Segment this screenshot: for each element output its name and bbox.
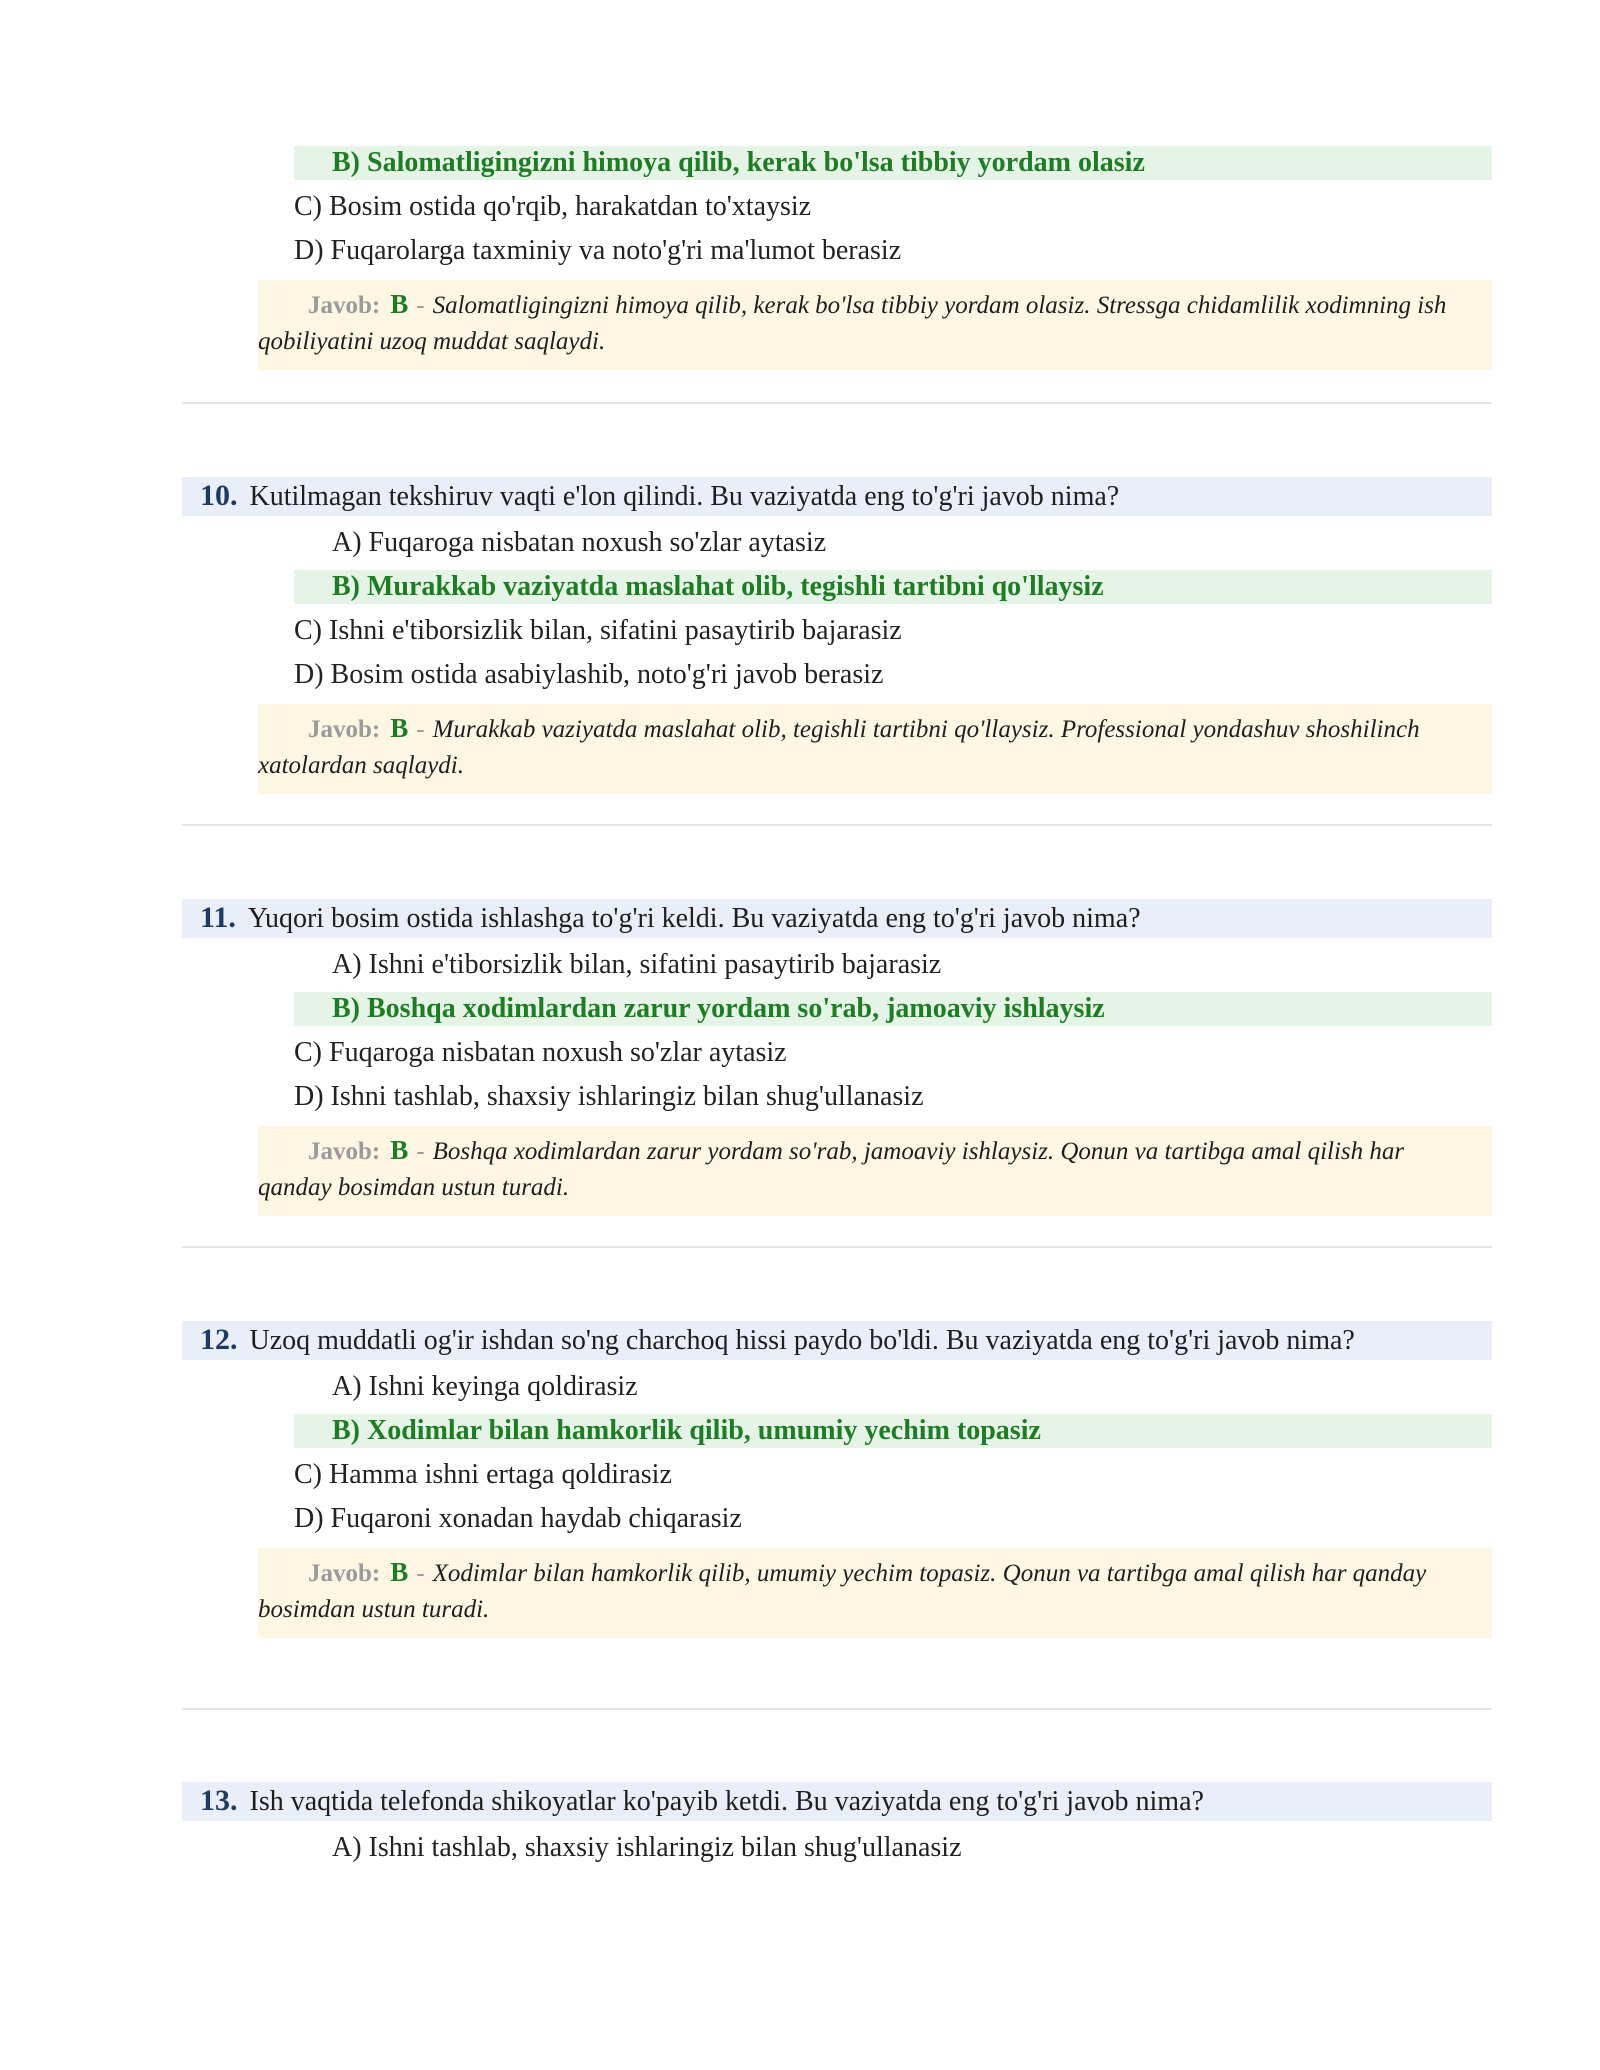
option-a: A) Ishni tashlab, shaxsiy ishlaringiz bilan shug'ullanasiz bbox=[332, 1832, 962, 1863]
option-c: C) Hamma ishni ertaga qoldirasiz bbox=[294, 1459, 672, 1490]
answer-letter: B bbox=[390, 289, 409, 319]
question-12 bbox=[182, 1321, 1492, 1638]
option-d: D) Ishni tashlab, shaxsiy ishlaringiz bilan shug'ullanasiz bbox=[294, 1081, 924, 1112]
option-c: C) Bosim ostida qo'rqib, harakatdan to'xtaysiz bbox=[294, 191, 812, 222]
divider bbox=[182, 402, 1492, 404]
option-d: D) Bosim ostida asabiylashib, noto'g'ri javob berasiz bbox=[294, 659, 884, 690]
answer-letter: B bbox=[390, 1135, 409, 1165]
correct-option: B) Salomatligingizni himoya qilib, kerak bo'lsa tibbiy yordam olasiz bbox=[294, 146, 1492, 180]
divider bbox=[182, 824, 1492, 826]
option-a: A) Fuqaroga nisbatan noxush so'zlar aytasiz bbox=[332, 527, 827, 558]
option-d: D) Fuqarolarga taxminiy va noto'g'ri ma'lumot berasiz bbox=[294, 235, 902, 266]
option-d: D) Fuqaroni xonadan haydab chiqarasiz bbox=[294, 1503, 742, 1534]
question-text-row bbox=[182, 899, 1492, 938]
option-c: C) Fuqaroga nisbatan noxush so'zlar aytasiz bbox=[294, 1037, 787, 1068]
answer-letter: B bbox=[390, 713, 409, 743]
question-text-row bbox=[182, 1321, 1492, 1360]
answer-dash: - bbox=[416, 1138, 425, 1165]
answer-label: Javob: bbox=[308, 1138, 381, 1165]
question-text: Ish vaqtida telefonda shikoyatlar ko'payib ketdi. Bu vaziyatda eng to'g'ri javob nima? bbox=[249, 1786, 1204, 1817]
question-text: Uzoq muddatli og'ir ishdan so'ng charchoq hissi paydo bo'ldi. Bu vaziyatda eng to'g'ri javob nima? bbox=[249, 1325, 1355, 1356]
answer-dash: - bbox=[416, 1560, 425, 1587]
question-text-row bbox=[182, 1782, 1492, 1821]
answer-box bbox=[258, 704, 1492, 794]
correct-option: B) Xodimlar bilan hamkorlik qilib, umumiy yechim topasiz bbox=[294, 1414, 1492, 1448]
question-number: 10. bbox=[200, 479, 238, 512]
answer-label: Javob: bbox=[308, 1560, 381, 1587]
answer-text: Boshqa xodimlardan zarur yordam so'rab, jamoaviy ishlaysiz. Qonun va tartibga amal qilish har qanday bosimdan ustun turadi. bbox=[258, 1138, 1405, 1201]
option-a: A) Ishni keyinga qoldirasiz bbox=[332, 1371, 638, 1402]
answer-label: Javob: bbox=[308, 716, 381, 743]
option-c: C) Ishni e'tiborsizlik bilan, sifatini pasaytirib bajarasiz bbox=[294, 615, 902, 646]
question-11 bbox=[182, 899, 1492, 1216]
question-text-row bbox=[182, 477, 1492, 516]
question-number: 13. bbox=[200, 1784, 238, 1817]
answer-box bbox=[258, 280, 1492, 370]
divider bbox=[182, 1708, 1492, 1710]
correct-option: B) Murakkab vaziyatda maslahat olib, tegishli tartibni qo'llaysiz bbox=[294, 570, 1492, 604]
question-9-continuation bbox=[182, 146, 1492, 370]
answer-text: Xodimlar bilan hamkorlik qilib, umumiy yechim topasiz. Qonun va tartibga amal qilish har qanday bosimdan ustun turadi. bbox=[258, 1560, 1427, 1623]
answer-dash: - bbox=[416, 716, 425, 743]
divider bbox=[182, 1246, 1492, 1248]
answer-dash: - bbox=[416, 292, 425, 319]
answer-label: Javob: bbox=[308, 292, 381, 319]
answer-text: Murakkab vaziyatda maslahat olib, tegishli tartibni qo'llaysiz. Professional yondashuv shoshilinch xatolardan saqlaydi. bbox=[258, 716, 1420, 779]
question-10 bbox=[182, 477, 1492, 794]
answer-box bbox=[258, 1548, 1492, 1638]
question-text: Kutilmagan tekshiruv vaqti e'lon qilindi. Bu vaziyatda eng to'g'ri javob nima? bbox=[249, 481, 1120, 512]
question-number: 11. bbox=[200, 901, 236, 934]
option-a: A) Ishni e'tiborsizlik bilan, sifatini pasaytirib bajarasiz bbox=[332, 949, 942, 980]
correct-option: B) Boshqa xodimlardan zarur yordam so'rab, jamoaviy ishlaysiz bbox=[294, 992, 1492, 1026]
answer-box bbox=[258, 1126, 1492, 1216]
question-text: Yuqori bosim ostida ishlashga to'g'ri keldi. Bu vaziyatda eng to'g'ri javob nima? bbox=[247, 903, 1141, 934]
answer-letter: B bbox=[390, 1557, 409, 1587]
question-13 bbox=[182, 1782, 1492, 1865]
question-number: 12. bbox=[200, 1323, 238, 1356]
answer-text: Salomatligingizni himoya qilib, kerak bo'lsa tibbiy yordam olasiz. Stressga chidamlilik xodimning ish qobiliyatini uzoq muddat saqlaydi. bbox=[258, 292, 1447, 355]
